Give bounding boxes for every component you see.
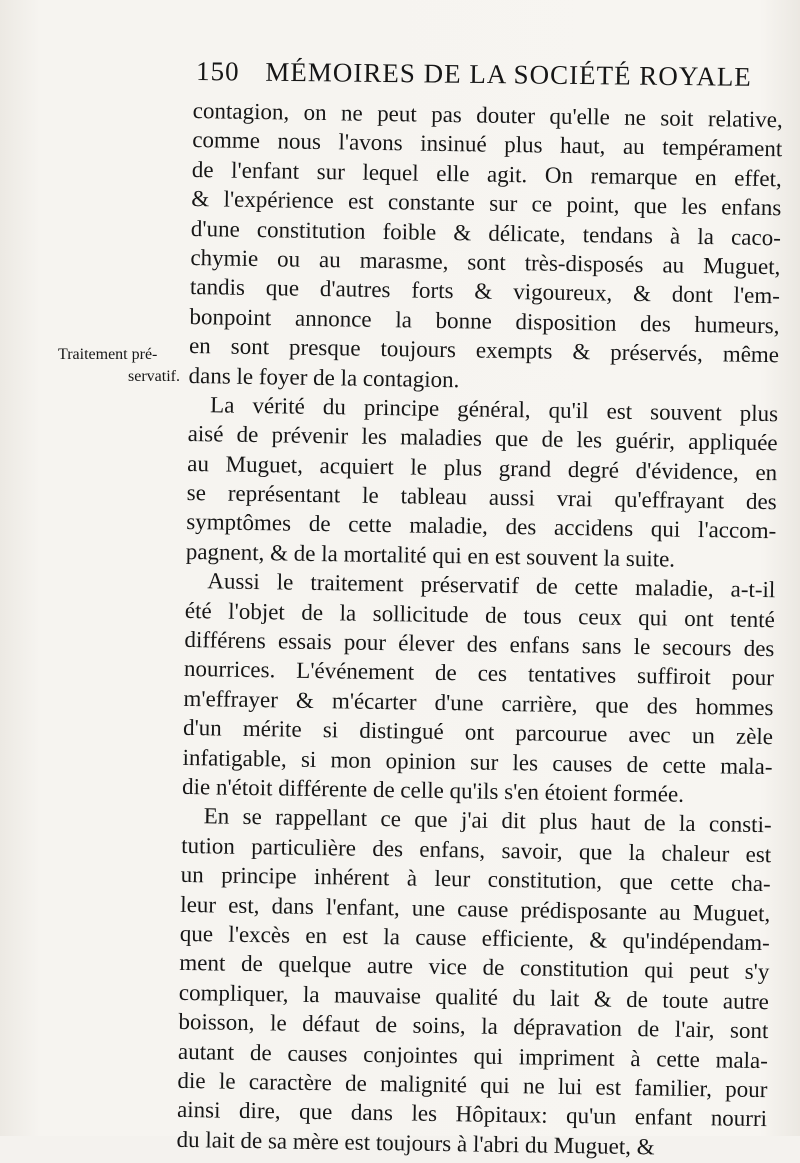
- text-line: m'effrayer & m'écarter d'une carrière, que des hommes: [183, 685, 774, 721]
- text-line: contagion, on ne peut pas douter qu'elle ne soit relative,: [192, 97, 783, 133]
- text-line: symptômes de cette maladie, des accidens qui l'accom-: [186, 509, 777, 544]
- margin-note-line: Traitement pré-: [58, 346, 158, 363]
- text-line: boisson, le défaut de soins, la dépravation de l'air, sont: [178, 1008, 769, 1044]
- text-line: nourrices. L'événement de ces tentatives suffiroit pour: [183, 656, 775, 691]
- text-line: d'une constitution foible & délicate, tendans à la caco-: [190, 215, 782, 250]
- text-line: du lait de sa mère est toujours à l'abri du Muguet, &: [176, 1126, 655, 1160]
- text-line: tandis que d'autres forts & vigoureux, & dont l'em-: [189, 274, 781, 309]
- text-line: pagnent, & de la mortalité qui en est souvent la suite.: [185, 538, 676, 572]
- margin-note: [58, 344, 186, 388]
- text-line: d'un mérite si distingué ont parcourue avec un zèle: [182, 715, 774, 750]
- text-line: & l'expérience est constante sur ce point, que les enfans: [191, 186, 782, 221]
- text-line: de l'enfant sur lequel elle agit. On remarque en effet,: [191, 156, 782, 192]
- text-line: ainsi dire, que dans les Hôpitaux: qu'un enfant nourri: [176, 1097, 768, 1132]
- text-line: chymie ou au marasme, sont très-disposés au Muguet,: [190, 244, 781, 280]
- paragraph: [188, 96, 783, 399]
- text-line: aisé de prévenir les maladies que de les guérir, appliquée: [187, 421, 778, 456]
- body-text: [176, 96, 783, 1163]
- paragraph: [176, 801, 771, 1163]
- text-line: ment de quelque autre vice de constitution qui peut s'y: [179, 950, 770, 985]
- text-line: Aussi le traitement préservatif de cette maladie, a-t-il: [207, 568, 776, 603]
- text-line: été l'objet de la sollicitude de tous ceux qui ont tenté: [184, 597, 776, 632]
- text-line: die n'étoit différente de celle qu'ils s'en étoient formée.: [181, 773, 685, 807]
- text-line: se représentant le tableau aussi vrai qu'effrayant des: [186, 480, 777, 515]
- text-line: leur est, dans l'enfant, une cause prédisposante au Muguet,: [180, 891, 771, 926]
- text-line: En se rappellant ce que j'ai dit plus haut de la consti-: [203, 803, 772, 838]
- text-line: autant de causes conjointes qui impriment à cette mala-: [177, 1038, 769, 1073]
- text-line: die le caractère de malignité qui ne lui est familier, pour: [177, 1067, 768, 1103]
- text-line: différens essais pour élever des enfans sans le secours des: [184, 626, 775, 662]
- text-line: un principe inhérent à leur constitution, que cette cha-: [180, 862, 771, 897]
- paragraph: [182, 566, 776, 810]
- text-line: comme nous l'avons insinué plus haut, au tempérament: [192, 127, 783, 162]
- page-number: 150: [195, 56, 240, 87]
- text-line: que l'excès en est la cause efficiente, & qu'indépendam-: [179, 920, 770, 956]
- text-line: La vérité du principe général, qu'il est souvent plus: [209, 392, 779, 427]
- margin-note-line: servatif.: [128, 368, 180, 385]
- text-line: en sont presque toujours exempts & préservés, même: [188, 333, 780, 368]
- running-header: [196, 56, 756, 102]
- paragraph: [186, 390, 779, 576]
- running-title: MÉMOIRES DE LA SOCIÉTÉ ROYALE: [265, 56, 752, 92]
- text-line: tution particulière des enfans, savoir, que la chaleur est: [181, 832, 772, 867]
- text-line: compliquer, la mauvaise qualité du lait & de toute autre: [178, 979, 770, 1014]
- text-line: au Muguet, acquiert le plus grand degré d'évidence, en: [187, 450, 778, 485]
- text-line: infatigable, si mon opinion sur les causes de cette mala-: [182, 744, 773, 779]
- text-line: bonpoint annonce la bonne disposition des humeurs,: [189, 303, 780, 338]
- text-line: dans le foyer de la contagion.: [188, 362, 460, 392]
